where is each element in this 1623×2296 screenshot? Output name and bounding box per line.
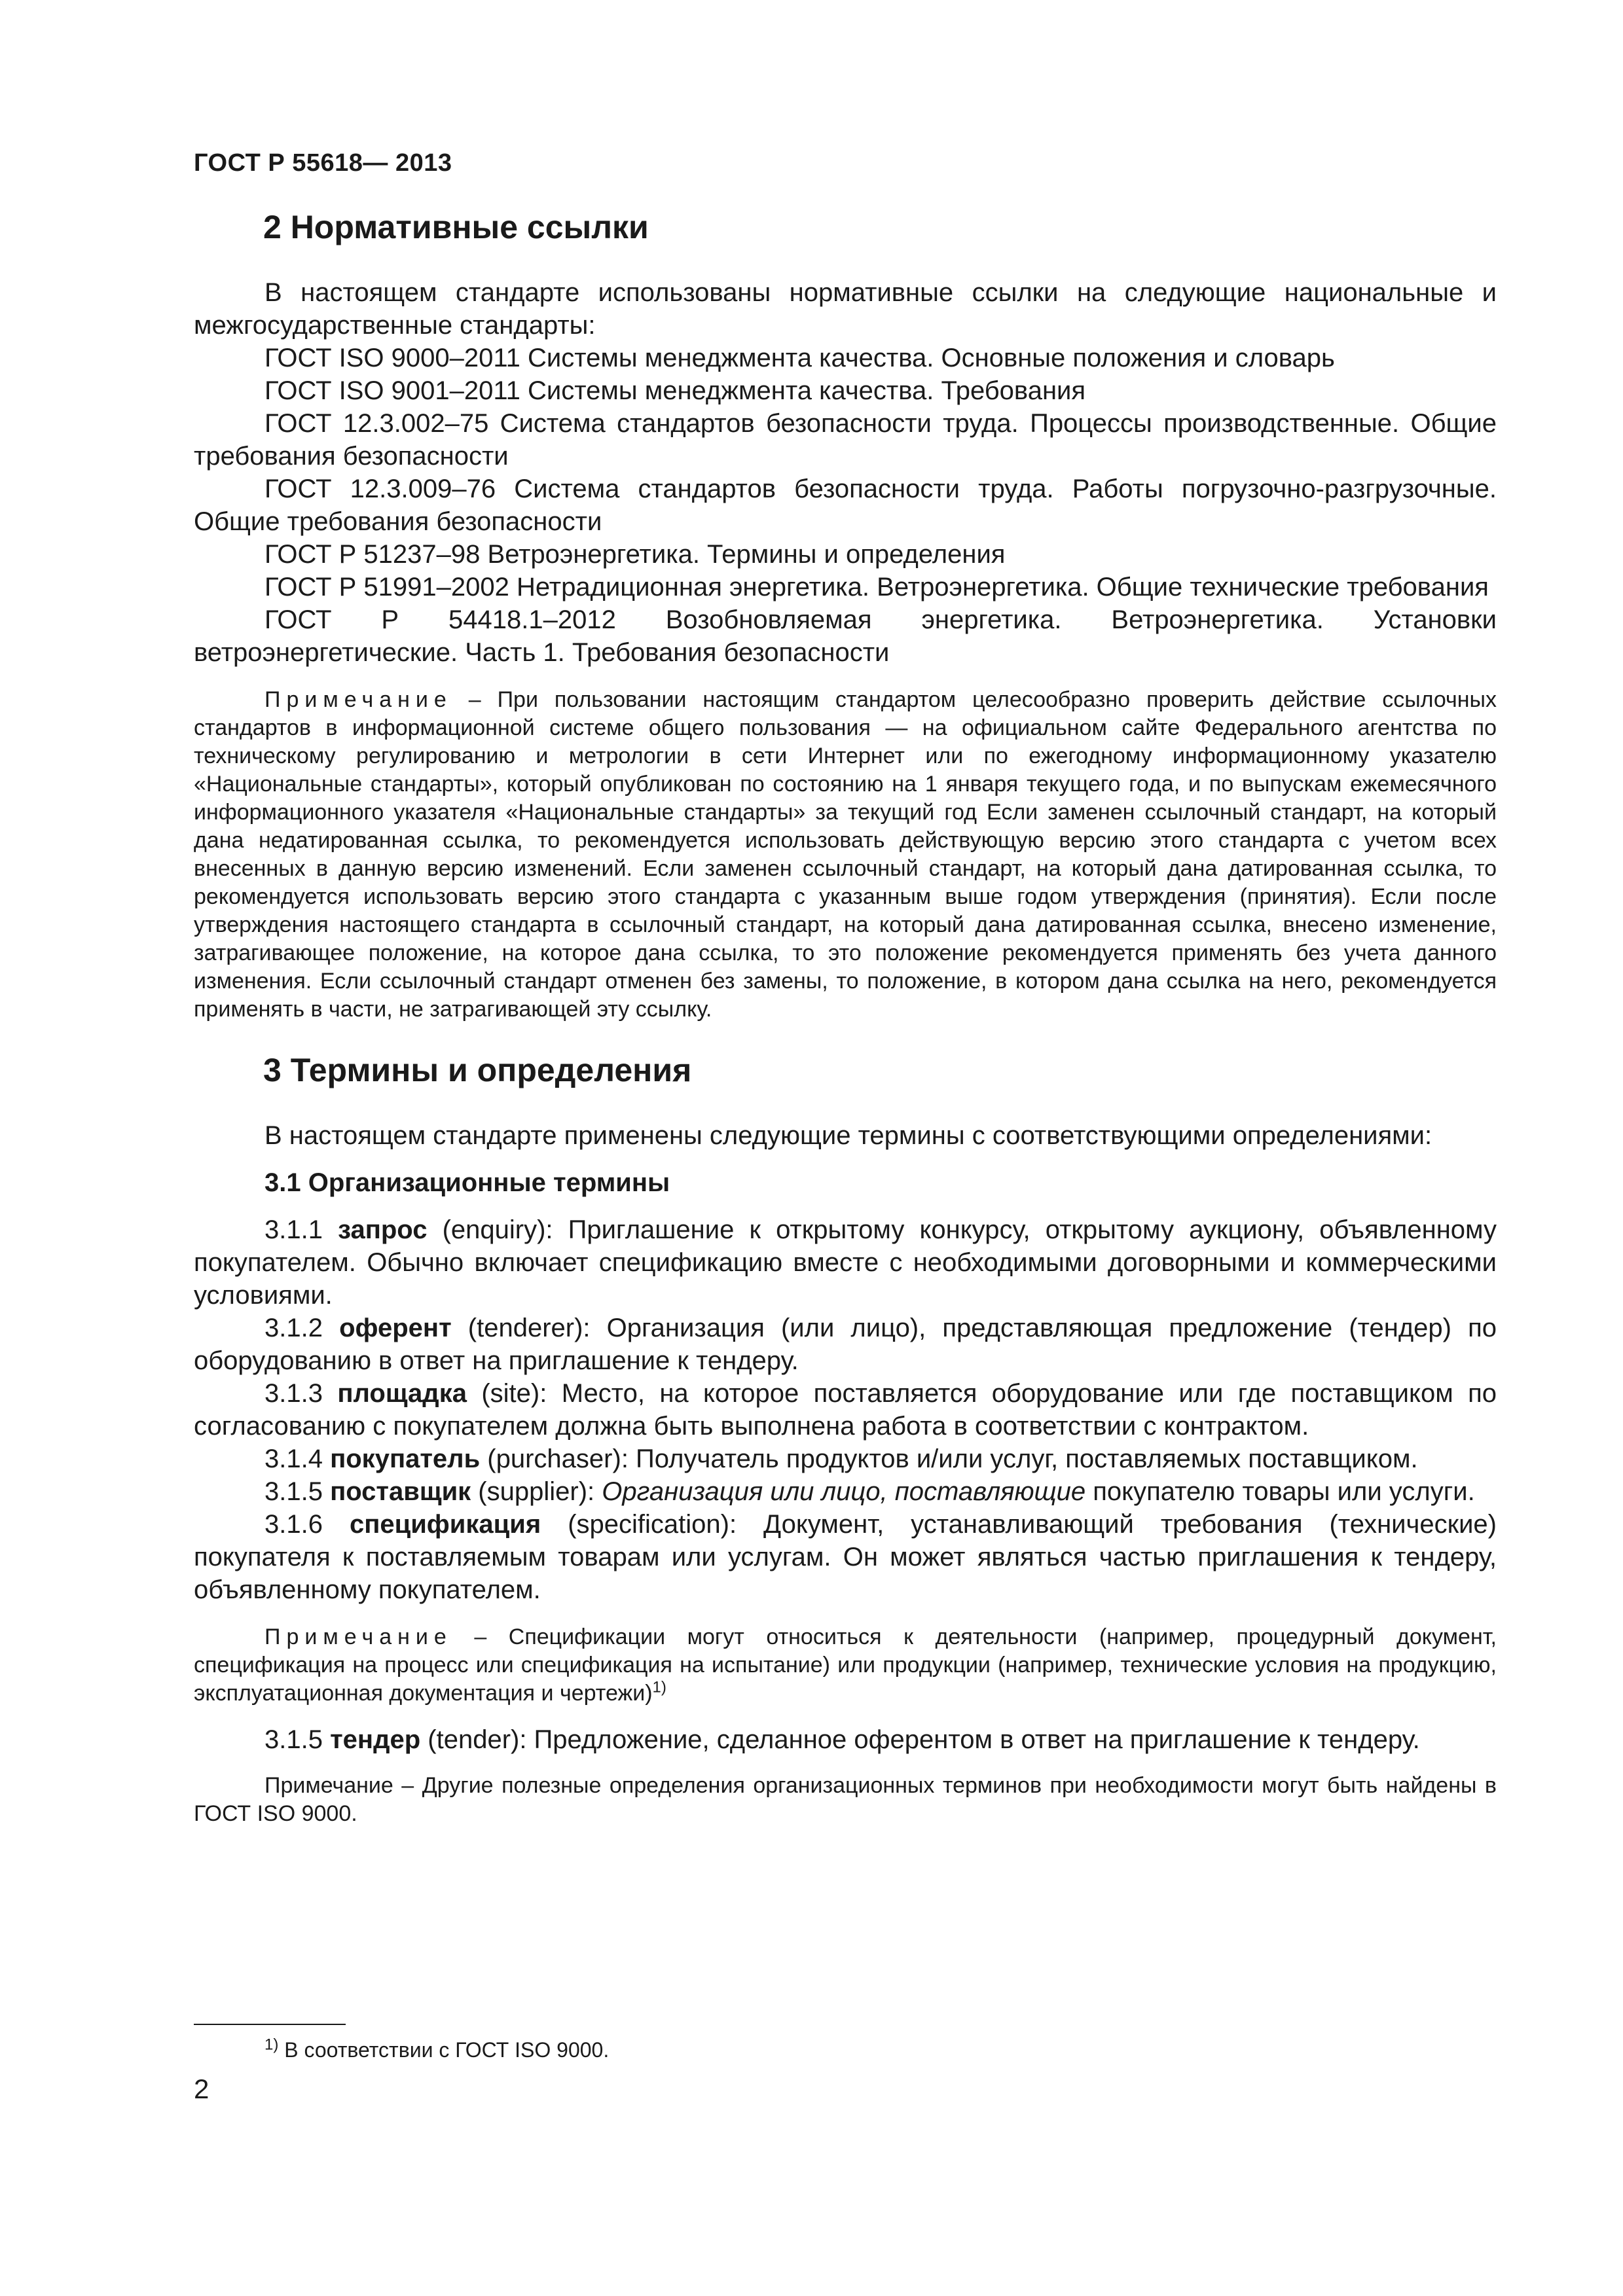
- footnote-text: В соответствии с ГОСТ ISO 9000.: [278, 2038, 610, 2062]
- page-number: 2: [194, 2073, 210, 2104]
- term-name: запрос: [338, 1215, 428, 1244]
- footnote-divider: [194, 2024, 346, 2025]
- term-name: оферент: [339, 1314, 452, 1342]
- specification-note: [194, 1623, 1497, 1708]
- note-label: Примечание: [264, 687, 452, 712]
- reference-item: ГОСТ 12.3.009–76 Система стандартов безопасности труда. Работы погрузочно-разгрузочные. Общие требования безопасности: [194, 475, 1497, 536]
- term-text: (site): Место, на которое поставляется оборудование или где поставщиком по согласованию с покупателем должна быть выполнена работа в соответствии с контрактом.: [194, 1379, 1497, 1441]
- term-number: 3.1.3: [264, 1379, 338, 1408]
- section-3-intro: В настоящем стандарте применены следующие термины с соответствующими определениями:: [264, 1121, 1432, 1150]
- section-2-title: 2 Нормативные ссылки: [263, 209, 649, 245]
- reference-item: ГОСТ 12.3.002–75 Система стандартов безопасности труда. Процессы производственные. Общие требования безопасности: [194, 409, 1497, 471]
- section-3-title: 3 Термины и определения: [263, 1052, 692, 1088]
- document-header: ГОСТ Р 55618— 2013: [194, 149, 452, 177]
- term-text: (specification): Документ, устанавливающий требования (технические) покупателя к поставляемым товарам или услугам. Он может являться частью приглашения к тендеру, объявленному покупателем.: [194, 1510, 1497, 1604]
- term-text-italic: Организация или лицо, поставляющие: [602, 1477, 1086, 1506]
- term-name: спецификация: [349, 1510, 541, 1539]
- term-text: (purchaser): Получатель продуктов и/или услуг, поставляемых поставщиком.: [480, 1444, 1418, 1473]
- term-text: (enquiry): Приглашение к открытому конкурсу, открытому аукциону, объявленному покупателем. Обычно включает спецификацию вместе с необходимыми договорными и коммерческими условиями.: [194, 1215, 1497, 1310]
- term-definition: [194, 1443, 1497, 1475]
- term-name: поставщик: [330, 1477, 471, 1506]
- section-2-note: [194, 686, 1497, 1024]
- section-3-note: Примечание – Другие полезные определения организационных терминов при необходимости могут быть найдены в ГОСТ ISO 9000.: [194, 1773, 1497, 1826]
- term-definition: [194, 1723, 1497, 1756]
- reference-item: ГОСТ ISO 9001–2011 Системы менеджмента качества. Требования: [264, 376, 1086, 405]
- subsection-3-1-title: 3.1 Организационные термины: [264, 1168, 670, 1197]
- footnote-ref: 1): [652, 1678, 666, 1696]
- term-definition: [194, 1508, 1497, 1606]
- term-definition: [194, 1312, 1497, 1377]
- term-name: покупатель: [330, 1444, 481, 1473]
- reference-item: ГОСТ Р 51991–2002 Нетрадиционная энергетика. Ветроэнергетика. Общие технические требования: [264, 573, 1489, 601]
- reference-item: ГОСТ Р 54418.1–2012 Возобновляемая энергетика. Ветроэнергетика. Установки ветроэнергетические. Часть 1. Требования безопасности: [194, 605, 1497, 667]
- term-definition: [194, 1475, 1497, 1508]
- term-number: 3.1.4: [264, 1444, 331, 1473]
- reference-item: ГОСТ Р 51237–98 Ветроэнергетика. Термины и определения: [264, 540, 1006, 569]
- footnote-mark: 1): [264, 2036, 279, 2054]
- term-text: (tenderer): Организация (или лицо), представляющая предложение (тендер) по оборудованию в ответ на приглашение к тендеру.: [194, 1314, 1497, 1375]
- page-content: [194, 207, 1497, 1828]
- term-definition: [194, 1213, 1497, 1312]
- term-text: покупателю товары или услуги.: [1085, 1477, 1475, 1506]
- term-name: тендер: [330, 1725, 421, 1754]
- note-label: Примечание: [264, 1624, 452, 1649]
- section-2-intro: В настоящем стандарте использованы нормативные ссылки на следующие национальные и межгосударственные стандарты:: [194, 278, 1497, 340]
- term-name: площадка: [337, 1379, 467, 1408]
- term-text: (tender): Предложение, сделанное оферентом в ответ на приглашение к тендеру.: [420, 1725, 1420, 1754]
- term-number: 3.1.1: [264, 1215, 338, 1244]
- term-number: 3.1.5: [264, 1725, 331, 1754]
- term-number: 3.1.2: [264, 1314, 340, 1342]
- term-number: 3.1.6: [264, 1510, 350, 1539]
- term-text: (supplier):: [471, 1477, 602, 1506]
- note-text: – При пользовании настоящим стандартом целесообразно проверить действие ссылочных стандартов в информационной системе общего пользования — на официальном сайте Федерального агентства по техническому регулированию и метрологии в сети Интернет или по ежегодному информационному указателю «Национальные стандарты», который опубликован по состоянию на 1 января текущего года, и по выпускам ежемесячного информационного указателя «Национальные стандарты» за текущий год Если заменен ссылочный стандарт, на который дана недатированная ссылка, то рекомендуется использовать действующую версию этого стандарта с учетом всех внесенных в данную версию изменений. Если заменен ссылочный стандарт, на который дана датированная ссылка, то рекомендуется использовать версию этого стандарта с указанным выше годом утверждения (принятия). Если после утверждения настоящего стандарта в ссылочный стандарт, на который дана датированная ссылка, внесено изменение, затрагивающее положение, на которое дана ссылка, то это положение рекомендуется применять без учета данного изменения. Если ссылочный стандарт отменен без замены, то положение, в котором дана ссылка на него, рекомендуется применять в части, не затрагивающей эту ссылку.: [194, 687, 1497, 1022]
- footnote: [264, 2037, 609, 2063]
- note-text: – Спецификации могут относиться к деятельности (например, процедурный документ, спецификация на процесс или спецификация на испытание) или продукции (например, технические условия на продукцию, эксплуатационная документация и чертежи): [194, 1624, 1497, 1706]
- reference-item: ГОСТ ISO 9000–2011 Системы менеджмента качества. Основные положения и словарь: [264, 344, 1335, 372]
- term-definition: [194, 1377, 1497, 1443]
- term-number: 3.1.5: [264, 1477, 331, 1506]
